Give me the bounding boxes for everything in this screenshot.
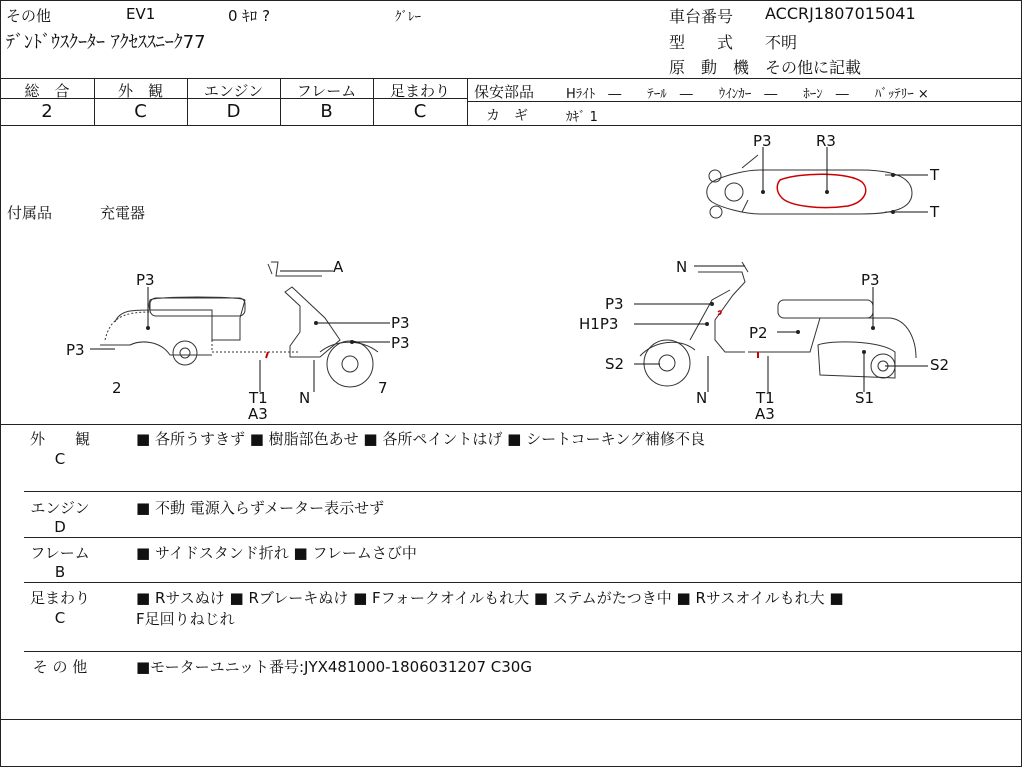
section-text-suspension-2: F足回りねじれ [136,610,235,628]
scooter-top-view [707,155,912,218]
grade-label-exterior: 外 観 [117,82,163,100]
section-text-exterior: ■ 各所うすきず ■ 樹脂部色あせ ■ 各所ペイントはげ ■ シートコーキング補修不良 [136,430,706,448]
label-2: 2 [112,379,122,397]
label-p3: P3 [861,271,880,289]
grade-value-suspension: C [413,101,427,122]
label-s2: S2 [605,355,625,373]
label-n: N [299,389,311,407]
label-s2: S2 [930,356,950,374]
section-label-other: そ の 他 [32,658,88,676]
label-p3: P3 [753,132,772,150]
divider [0,78,1022,79]
category: その他 [6,7,52,25]
label-p3: P3 [66,341,85,359]
divider [467,78,468,125]
section-text-frame: ■ サイドスタンド折れ ■ フレームさび中 [136,544,417,562]
chassis-label: 車台番号 [669,7,734,26]
engine-label: 原 動 機 [669,58,750,77]
section-grade-engine: D [54,518,66,536]
type-value: 不明 [765,33,798,52]
label-n: N [676,258,688,276]
section-label-exterior: 外 観 [29,430,90,448]
label-n: N [696,389,708,407]
section-text-other: ■モーターユニット番号:JYX481000-1806031207 C30G [136,658,532,676]
mileage: 0 ｷﾛ ? [228,7,271,25]
label-p2: P2 [749,324,768,342]
scooter-diagram [0,126,1022,424]
grade-value-engine: D [226,101,241,122]
label-p3: P3 [391,314,410,332]
safety-label: 保安部品 [474,83,535,101]
label-r3: R3 [816,132,836,150]
section-label-suspension: 足まわり [29,589,90,607]
label-t: T [930,166,940,184]
section-grade-frame: B [54,563,66,581]
label-a: A [333,258,344,276]
chassis-value: ACCRJ1807015041 [765,4,916,23]
divider [24,582,1022,583]
section-label-frame: フレーム [30,544,90,562]
section-label-engine: エンジン [30,499,90,517]
divider [0,719,1022,720]
grade-value-frame: B [320,101,333,122]
label-a3: A3 [755,405,775,423]
divider [24,537,1022,538]
label-7: 7 [378,379,388,397]
grade-label-overall: 総 合 [24,82,70,100]
accessories-label: 付属品 [7,204,53,222]
section-grade-suspension: C [54,609,66,627]
type-label: 型 式 [669,33,734,52]
section-text-suspension: ■ Rサスぬけ ■ Rブレーキぬけ ■ Fフォークオイルもれ大 ■ ステムがたつき中 ■ Rサスオイルもれ大 ■ [136,589,844,607]
label-t1: T1 [756,389,775,407]
safety-items: Hﾗｲﾄ ― ﾃｰﾙ ― ｳｲﾝｶｰ ― ﾎｰﾝ ― ﾊﾞｯﾃﾘｰ × [566,87,929,102]
label-p3: P3 [605,295,624,313]
vehicle-title: ﾃﾞﾝﾄﾞｳｽｸｰﾀｰ ｱｸｾｽｽﾆｰｸ77 [6,32,206,53]
grade-value-overall: 2 [41,101,53,122]
label-t1: T1 [249,389,268,407]
section-grade-exterior: C [54,450,66,468]
engine-value: その他に記載 [765,58,862,77]
leader-dots [146,173,895,354]
key-label: カ ギ [486,108,528,124]
label-a3: A3 [248,405,268,423]
label-t: T [930,203,940,221]
leader-lines [90,147,928,392]
section-text-engine: ■ 不動 電源入らずメーター表示せず [136,499,385,517]
label-p3: P3 [391,334,410,352]
key-value: ｶｷﾞ 1 [566,110,598,125]
label-p3: P3 [136,271,155,289]
divider [0,424,1022,425]
label-s1: S1 [855,389,875,407]
color: ｸﾞﾚｰ [395,10,421,25]
divider [24,491,1022,492]
grade-value-exterior: C [134,101,147,122]
label-h1p3: H1P3 [579,315,619,333]
model-code: EV1 [126,5,156,23]
grade-label-frame: フレーム [296,82,357,100]
grade-label-engine: エンジン [203,82,264,100]
accessories-value: 充電器 [100,204,146,222]
divider [24,651,1022,652]
grade-label-suspension: 足まわり [389,82,450,100]
